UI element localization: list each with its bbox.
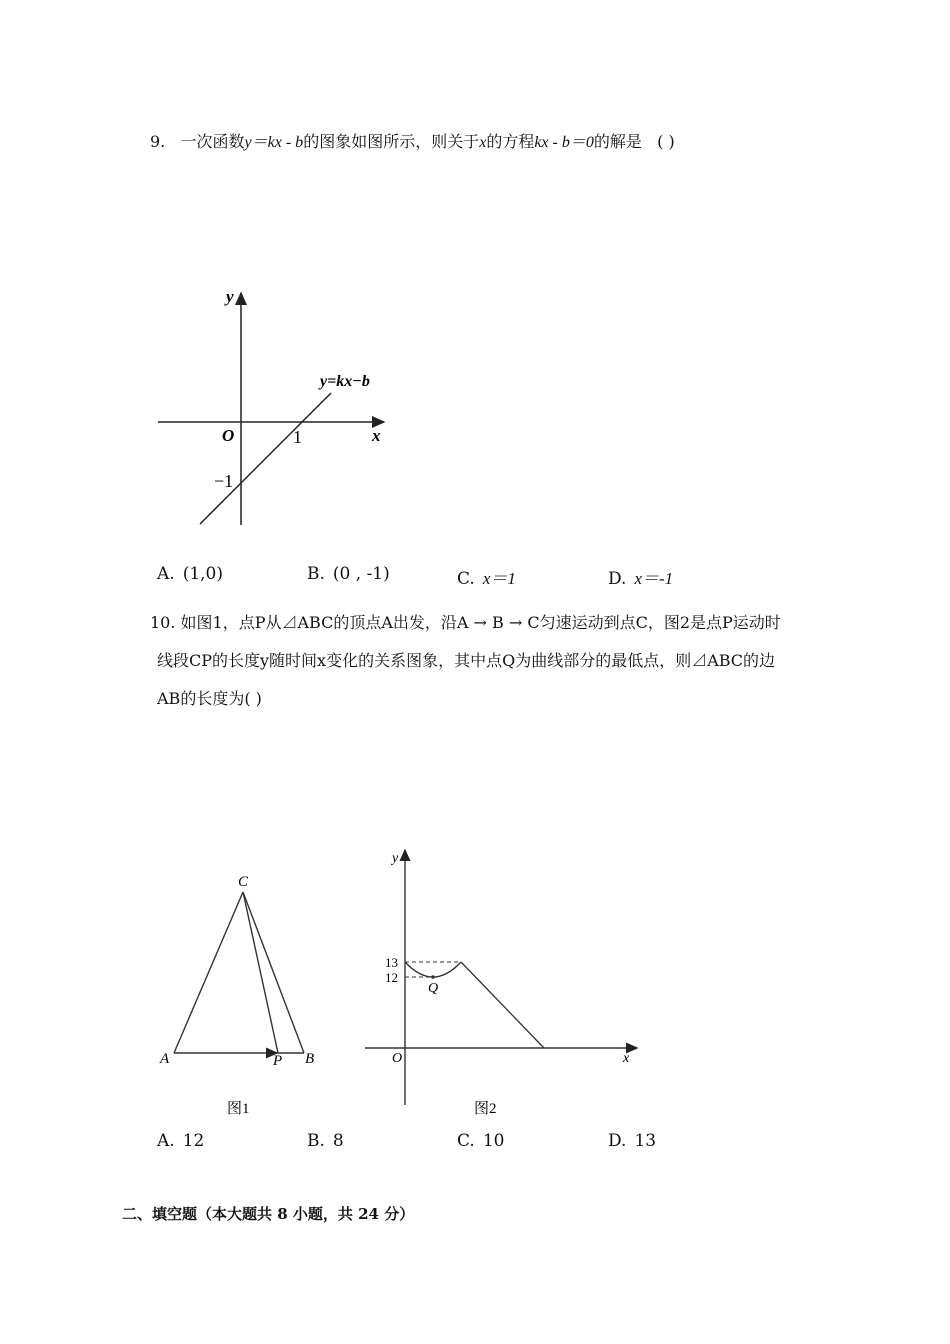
option-label: B.: [307, 564, 325, 584]
q10-figure-2: [355, 842, 655, 1124]
q10-line-2: 线段CP的长度y随时间x变化的关系图象，其中点Q为曲线部分的最低点，则⊿ABC的边: [157, 651, 776, 670]
label-c: C: [238, 874, 249, 890]
figure-1-caption: 图1: [227, 1101, 250, 1117]
option-label: D.: [608, 1131, 627, 1151]
q9-option-b[interactable]: [307, 564, 390, 584]
section-2-title: 二、填空题（本大题共 8 小题，共 24 分）: [122, 1205, 415, 1223]
q10-figure-1: [150, 862, 330, 1122]
q9-text-mid: 的图象如图所示，则关于: [303, 132, 480, 151]
q9-text-mid2: 的方程: [486, 132, 535, 151]
triangle-side-bc: [243, 892, 304, 1053]
figure-2-caption: 图2: [474, 1101, 497, 1117]
option-value: 12: [182, 1131, 205, 1151]
q9-var: x: [479, 134, 487, 151]
q9-equation: kx - b＝0: [534, 134, 594, 151]
q10-option-b[interactable]: [307, 1131, 344, 1151]
q10-line-1: 10. 如图1，点P从⊿ABC的顶点A出发，沿A → B → C匀速运动到点C，图2是点P运动时: [150, 613, 781, 632]
q9-option-d[interactable]: [608, 564, 673, 589]
q9-number: 9.: [150, 132, 166, 151]
q9-text-suffix: 的解是: [593, 132, 642, 151]
q10-line-3: AB的长度为( ): [157, 689, 262, 708]
option-label: C.: [457, 1131, 475, 1151]
option-value: x＝1: [482, 569, 516, 588]
fig2-decline-line: [461, 962, 544, 1048]
fig2-curve: [405, 962, 461, 977]
q9-line-label: y=kx−b: [320, 373, 370, 390]
label-b: B: [305, 1051, 315, 1067]
segment-cp: [243, 892, 278, 1053]
q9-y-label: y: [226, 287, 234, 306]
option-value: 13: [634, 1131, 657, 1151]
q9-func: y＝kx - b: [244, 134, 304, 151]
q9-function-line: [200, 393, 331, 524]
option-value: x＝-1: [634, 569, 674, 588]
option-label: C.: [457, 569, 475, 589]
q9-text-prefix: 一次函数: [180, 132, 245, 151]
fig2-x-label: x: [623, 1051, 630, 1066]
label-q: Q: [428, 981, 439, 996]
option-value: 8: [332, 1131, 344, 1151]
option-label: A.: [157, 564, 175, 584]
triangle-side-ac: [174, 892, 243, 1053]
option-label: B.: [307, 1131, 325, 1151]
option-value: (0 , -1): [332, 564, 390, 584]
q10-option-a[interactable]: [157, 1131, 204, 1151]
q10-option-d[interactable]: [608, 1131, 656, 1151]
q9-option-c[interactable]: [457, 564, 516, 589]
q9-x-tick: 1: [293, 427, 302, 447]
q9-y-tick: −1: [214, 471, 234, 491]
q9-graph: [150, 285, 400, 535]
fig2-tick-12: 12: [385, 970, 398, 985]
q9-x-label: x: [372, 426, 381, 445]
option-value: (1,0): [182, 564, 223, 584]
fig2-origin: O: [392, 1051, 403, 1066]
fig2-tick-13: 13: [385, 955, 398, 970]
option-value: 10: [482, 1131, 505, 1151]
q9-option-a[interactable]: [157, 564, 223, 584]
option-label: A.: [157, 1131, 175, 1151]
label-a: A: [160, 1051, 170, 1067]
q10-option-c[interactable]: [457, 1131, 504, 1151]
label-p: P: [273, 1053, 283, 1069]
q9-paren: ( ): [657, 132, 675, 151]
fig2-y-label: y: [392, 851, 399, 866]
option-label: D.: [608, 569, 627, 589]
q9-origin-label: O: [222, 426, 235, 445]
q9-stem: [150, 132, 675, 153]
point-q: [431, 975, 435, 979]
